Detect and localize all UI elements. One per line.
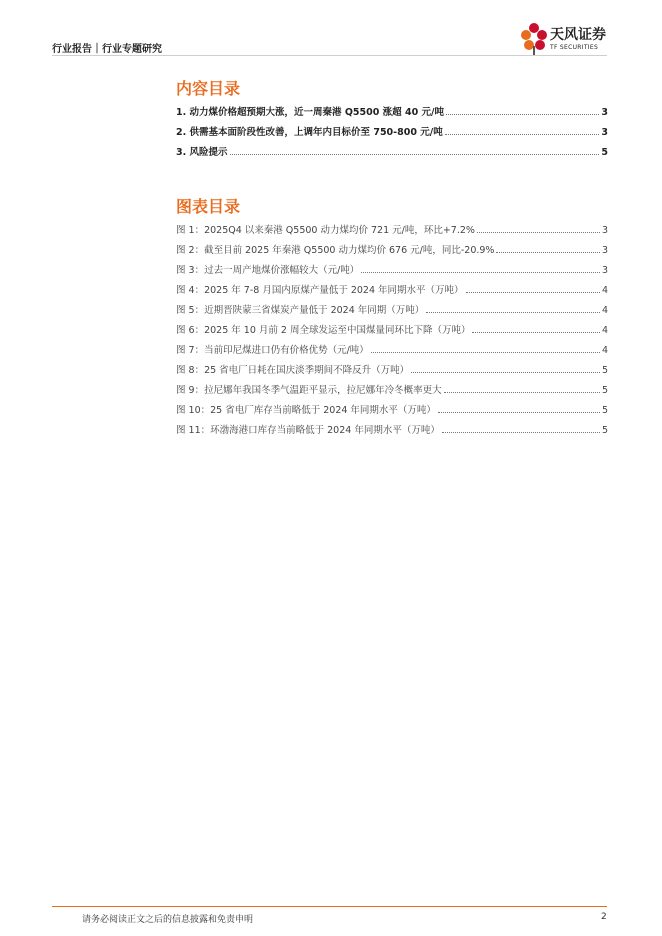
figure-entry-label: 图 4：2025 年 7-8 月国内原煤产量低于 2024 年同期水平（万吨） — [176, 285, 464, 296]
figure-entry-page: 5 — [601, 405, 608, 416]
figure-entry-label: 图 9：拉尼娜年我国冬季气温距平显示，拉尼娜年冷冬概率更大 — [176, 385, 442, 396]
logo-name: 天风证券 — [550, 27, 606, 43]
figure-entry[interactable] — [176, 316, 608, 336]
figure-entry[interactable] — [176, 236, 608, 256]
dot-leader — [230, 153, 600, 155]
figure-entry[interactable] — [176, 336, 608, 356]
dot-leader — [438, 411, 600, 413]
dot-leader — [446, 113, 599, 115]
figure-list — [176, 216, 608, 436]
dot-leader — [496, 251, 599, 253]
figure-entry-page: 4 — [601, 285, 608, 296]
dot-leader — [472, 331, 599, 333]
figure-entry[interactable] — [176, 276, 608, 296]
figure-list-title: 图表目录 — [176, 197, 241, 216]
figure-entry-label: 图 7：当前印尼煤进口仍有价格优势（元/吨） — [176, 345, 369, 356]
dot-leader — [445, 133, 600, 135]
dot-leader — [444, 391, 600, 393]
figure-entry-page: 3 — [601, 245, 608, 256]
figure-entry-label: 图 1：2025Q4 以来秦港 Q5500 动力煤均价 721 元/吨，环比+7.2% — [176, 225, 475, 236]
toc-entry-label: 2. 供需基本面阶段性改善，上调年内目标价至 750-800 元/吨 — [176, 127, 443, 138]
figure-entry[interactable] — [176, 296, 608, 316]
figure-entry-page: 5 — [601, 365, 608, 376]
company-logo — [519, 22, 619, 58]
footer-divider — [52, 906, 607, 907]
figure-entry-label: 图 11：环渤海港口库存当前略低于 2024 年同期水平（万吨） — [176, 425, 440, 436]
figure-entry[interactable] — [176, 416, 608, 436]
toc-list — [176, 98, 608, 158]
figure-entry[interactable] — [176, 256, 608, 276]
figure-entry-page: 3 — [601, 225, 608, 236]
figure-entry-page: 5 — [601, 385, 608, 396]
dot-leader — [411, 371, 600, 373]
dot-leader — [477, 231, 600, 233]
figure-entry[interactable] — [176, 216, 608, 236]
logo-flower-icon — [519, 22, 549, 56]
toc-entry[interactable] — [176, 98, 608, 118]
figure-entry-label: 图 3：过去一周产地煤价涨幅较大（元/吨） — [176, 265, 360, 276]
footer-disclaimer: 请务必阅读正文之后的信息披露和免责申明 — [82, 915, 254, 925]
dot-leader — [442, 431, 600, 433]
toc-entry-label: 3. 风险提示 — [176, 147, 228, 158]
header-divider — [52, 55, 607, 56]
logo-subtitle: TF SECURITIES — [550, 44, 599, 51]
figure-entry-label: 图 10：25 省电厂库存当前略低于 2024 年同期水平（万吨） — [176, 405, 436, 416]
figure-entry-label: 图 8：25 省电厂日耗在国庆淡季期间不降反升（万吨） — [176, 365, 410, 376]
toc-entry[interactable] — [176, 138, 608, 158]
figure-entry-label: 图 6：2025 年 10 月前 2 周全球发运至中国煤量同环比下降（万吨） — [176, 325, 471, 336]
report-breadcrumb: 行业报告｜行业专题研究 — [52, 44, 162, 55]
figure-entry[interactable] — [176, 376, 608, 396]
toc-entry[interactable] — [176, 118, 608, 138]
dot-leader — [466, 291, 600, 293]
figure-entry[interactable] — [176, 356, 608, 376]
toc-entry-page: 3 — [601, 127, 608, 138]
figure-entry[interactable] — [176, 396, 608, 416]
dot-leader — [426, 311, 600, 313]
toc-entry-page: 5 — [601, 147, 608, 158]
dot-leader — [361, 271, 600, 273]
figure-entry-page: 4 — [601, 325, 608, 336]
figure-entry-page: 4 — [601, 305, 608, 316]
figure-entry-page: 3 — [601, 265, 608, 276]
figure-entry-label: 图 5：近期晋陕蒙三省煤炭产量低于 2024 年同期（万吨） — [176, 305, 425, 316]
toc-title: 内容目录 — [176, 79, 241, 98]
toc-entry-page: 3 — [601, 107, 608, 118]
figure-entry-page: 4 — [601, 345, 608, 356]
page-number: 2 — [601, 912, 607, 922]
figure-entry-page: 5 — [601, 425, 608, 436]
figure-entry-label: 图 2：截至目前 2025 年秦港 Q5500 动力煤均价 676 元/吨，同比-20.9% — [176, 245, 495, 256]
dot-leader — [371, 351, 600, 353]
toc-entry-label: 1. 动力煤价格超预期大涨，近一周秦港 Q5500 涨超 40 元/吨 — [176, 107, 444, 118]
